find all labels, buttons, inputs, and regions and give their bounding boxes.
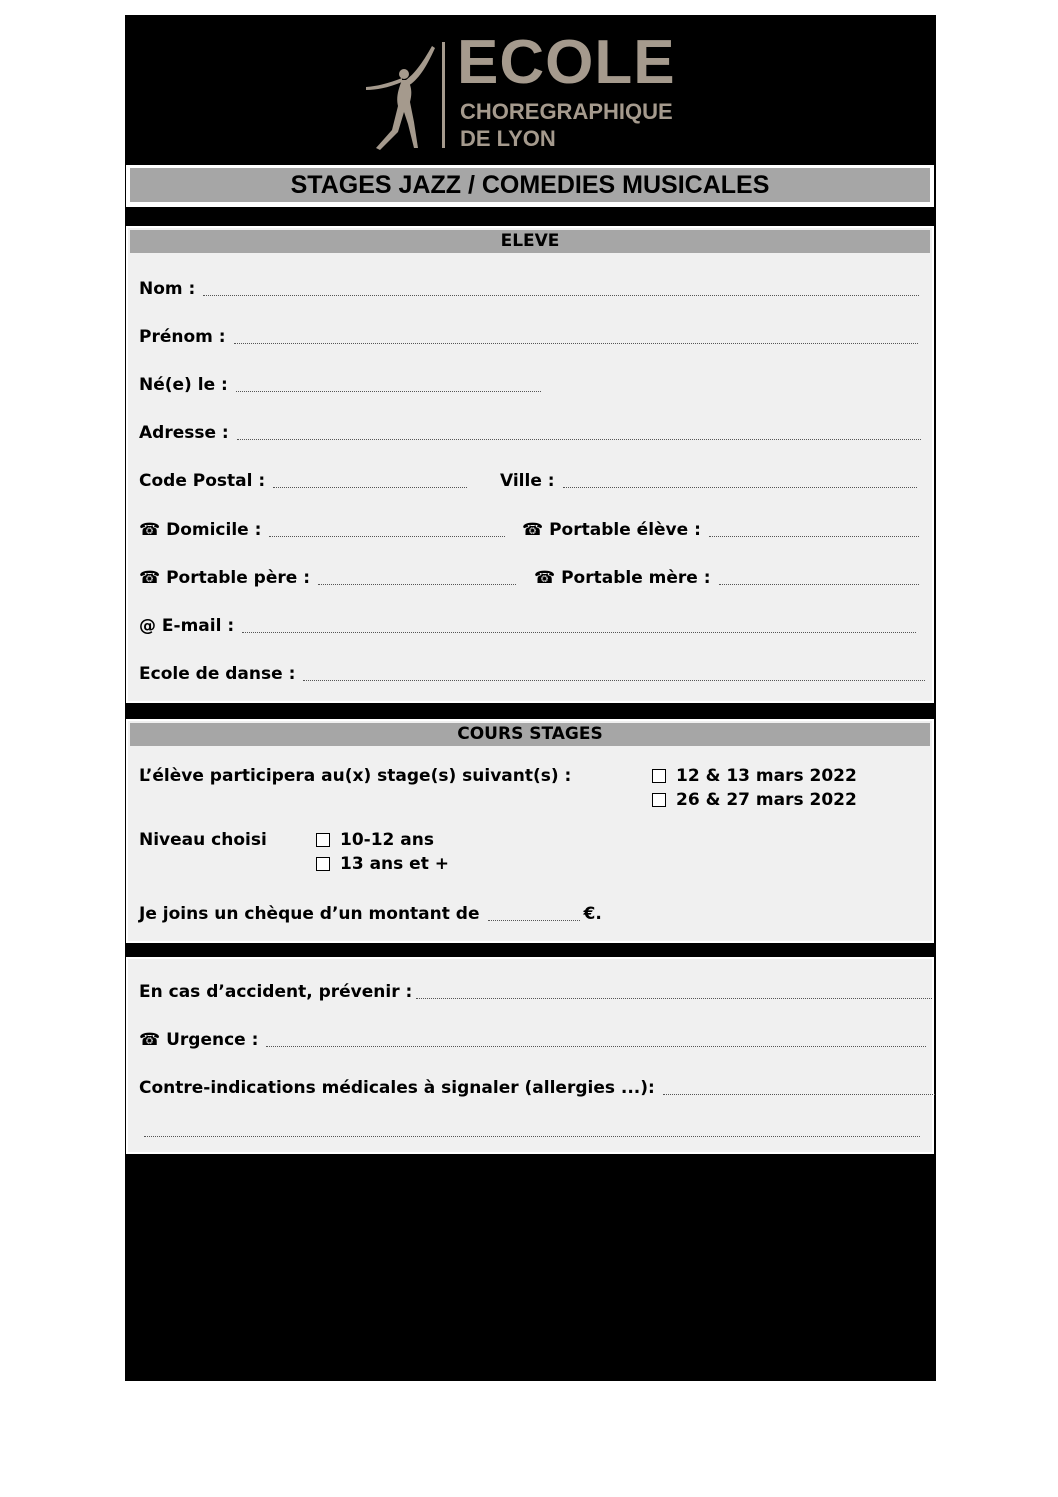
niveau-checkbox-2[interactable]	[316, 857, 330, 871]
cours-section	[126, 719, 934, 943]
ecole-danse-field[interactable]	[303, 680, 925, 681]
prenom-row	[139, 324, 918, 348]
stage-checkbox-1[interactable]	[652, 769, 666, 783]
portable-eleve-label: ☎ Portable élève :	[522, 520, 701, 540]
stage-option-1-label: 12 & 13 mars 2022	[676, 766, 857, 786]
portable-mere-label: ☎ Portable mère :	[534, 568, 711, 588]
eleve-section	[126, 226, 934, 703]
ecole-danse-row	[139, 661, 925, 685]
accident-row	[139, 979, 932, 1003]
logo-divider	[442, 42, 445, 148]
nom-row	[139, 276, 919, 300]
code-postal-row	[139, 468, 467, 492]
ville-label: Ville :	[500, 471, 555, 491]
nom-label: Nom :	[139, 279, 196, 299]
portable-pere-label: ☎ Portable père :	[139, 568, 310, 588]
ville-row	[500, 468, 917, 492]
adresse-field[interactable]	[237, 439, 921, 440]
email-row	[139, 613, 916, 637]
adresse-label: Adresse :	[139, 423, 229, 443]
adresse-row	[139, 420, 921, 444]
logo-choregraphique: CHOREGRAPHIQUE	[460, 99, 673, 124]
ne-le-field[interactable]	[236, 391, 541, 392]
portable-pere-field[interactable]	[318, 584, 516, 585]
prenom-field[interactable]	[234, 343, 918, 344]
niveau-option-2[interactable]	[316, 853, 449, 875]
domicile-row	[139, 517, 505, 541]
dancer-icon	[362, 40, 442, 150]
ville-field[interactable]	[563, 487, 917, 488]
portable-eleve-row	[522, 517, 919, 541]
niveau-option-1[interactable]	[316, 829, 434, 851]
nom-field[interactable]	[203, 295, 919, 296]
eleve-heading: ELEVE	[130, 230, 930, 253]
contre-row	[139, 1075, 935, 1099]
contre-extra-row	[144, 1117, 920, 1141]
contre-field[interactable]	[663, 1094, 935, 1095]
stage-checkbox-2[interactable]	[652, 793, 666, 807]
ne-le-row	[139, 372, 541, 396]
email-label: @ E-mail :	[139, 616, 235, 636]
school-logo	[362, 28, 692, 153]
title-box	[126, 165, 934, 207]
stage-option-2[interactable]	[652, 789, 857, 811]
logo-de-lyon: DE LYON	[460, 126, 556, 151]
contre-extra-field[interactable]	[144, 1136, 920, 1137]
niveau-checkbox-1[interactable]	[316, 833, 330, 847]
domicile-field[interactable]	[269, 536, 505, 537]
cours-heading: COURS STAGES	[130, 723, 930, 746]
accident-field[interactable]	[416, 998, 932, 999]
portable-eleve-field[interactable]	[709, 536, 919, 537]
niveau-label: Niveau choisi	[139, 830, 267, 850]
portable-pere-row	[139, 565, 516, 589]
portable-mere-row	[534, 565, 919, 589]
logo-ecole: ECOLE	[457, 28, 676, 97]
prenom-label: Prénom :	[139, 327, 226, 347]
contre-label: Contre-indications médicales à signaler (allergies ...):	[139, 1078, 655, 1098]
accident-label: En cas d’accident, prévenir :	[139, 982, 413, 1002]
stage-option-2-label: 26 & 27 mars 2022	[676, 790, 857, 810]
urgence-field[interactable]	[266, 1046, 926, 1047]
page-title: STAGES JAZZ / COMEDIES MUSICALES	[130, 168, 930, 202]
contact-section	[126, 957, 934, 1154]
ne-le-label: Né(e) le :	[139, 375, 228, 395]
code-postal-field[interactable]	[273, 487, 467, 488]
cheque-amount-field[interactable]	[488, 920, 580, 921]
urgence-label: ☎ Urgence :	[139, 1030, 259, 1050]
urgence-row	[139, 1027, 926, 1051]
ecole-danse-label: Ecole de danse :	[139, 664, 296, 684]
stage-option-1[interactable]	[652, 765, 857, 787]
domicile-label: ☎ Domicile :	[139, 520, 262, 540]
cheque-unit: €.	[583, 904, 602, 924]
portable-mere-field[interactable]	[719, 584, 919, 585]
cheque-row	[139, 901, 602, 925]
niveau-option-1-label: 10-12 ans	[340, 830, 434, 850]
cheque-label: Je joins un chèque d’un montant de	[139, 904, 480, 924]
code-postal-label: Code Postal :	[139, 471, 266, 491]
niveau-option-2-label: 13 ans et +	[340, 854, 450, 874]
email-field[interactable]	[242, 632, 916, 633]
stages-label: L’élève participera au(x) stage(s) suivant(s) :	[139, 766, 572, 786]
